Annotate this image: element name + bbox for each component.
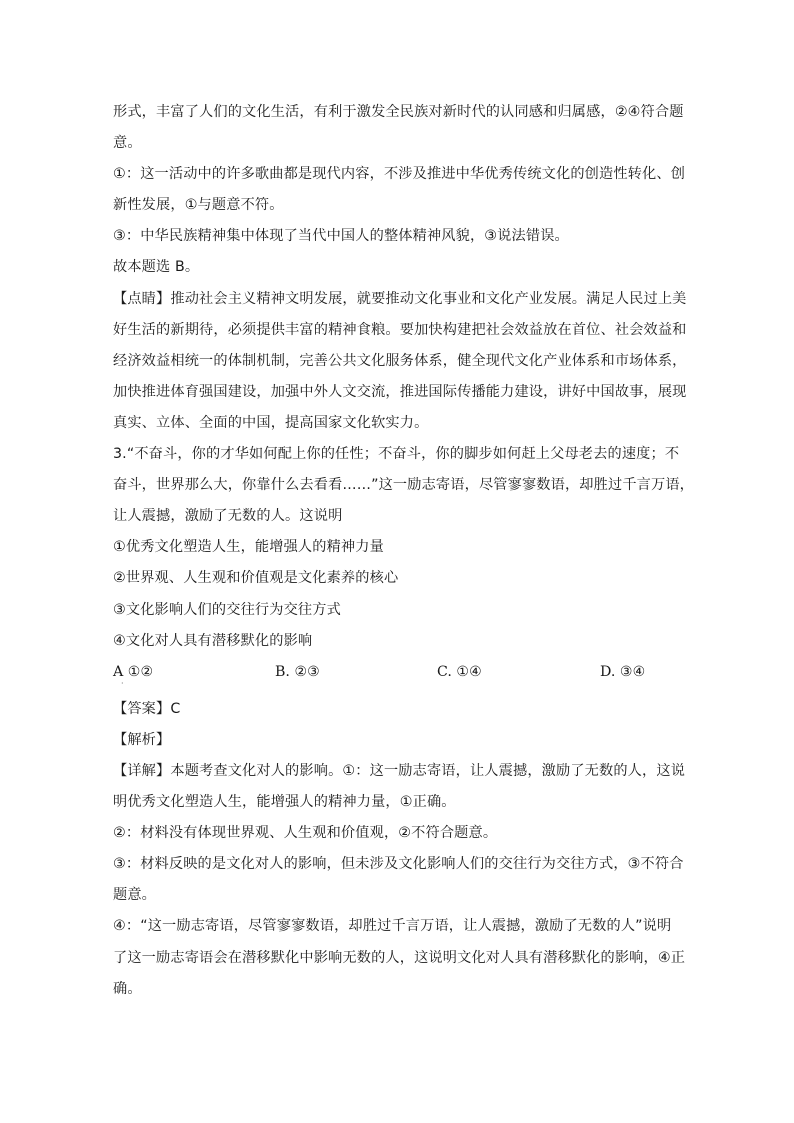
text-line: 真实、立体、全面的中国，提高国家文化软实力。 xyxy=(113,414,429,431)
question-stem-line: 让人震撼，激励了无数的人。这说明 xyxy=(113,508,343,525)
explanation-line: ③：材料反映的是文化对人的影响，但未涉及文化影响人们的交往行为交往方式，③不符合 xyxy=(113,856,684,873)
explanation-line: 明优秀文化塑造人生，能增强人的精神力量，①正确。 xyxy=(113,794,456,811)
explanation-line: 【详解】本题考查文化对人的影响。①：这一励志寄语，让人震撼，激励了无数的人，这说 xyxy=(113,762,686,779)
option-a: A ①② xyxy=(113,663,154,680)
option-dot-mark: · xyxy=(121,678,124,688)
statement-1: ①优秀文化塑造人生，能增强人的精神力量 xyxy=(113,539,384,556)
statement-4: ④文化对人具有潜移默化的影响 xyxy=(113,632,313,649)
question-stem-line: 奋斗，世界那么大，你靠什么去看看……”这一励志寄语，尽管寥寥数语，却胜过千言万语， xyxy=(113,477,695,494)
explanation-line: 了这一励志寄语会在潜移默化中影响无数的人，这说明文化对人具有潜移默化的影响，④正 xyxy=(113,949,686,966)
option-d: D. ③④ xyxy=(600,663,646,680)
document-body xyxy=(113,97,695,1005)
analysis-heading: 【解析】 xyxy=(113,731,171,748)
text-line: 形式，丰富了人们的文化生活，有利于激发全民族对新时代的认同感和归属感，②④符合题 xyxy=(113,104,684,120)
explanation-line: ②：材料没有体现世界观、人生观和价值观，②不符合题意。 xyxy=(113,825,498,842)
option-c: C. ①④ xyxy=(437,663,482,680)
explanation-line: 题意。 xyxy=(113,887,157,904)
text-line: 经济效益相统一的体制机制，完善公共文化服务体系，健全现代文化产业体系和市场体系， xyxy=(113,352,687,369)
text-line: 加快推进体育强国建设，加强中外人文交流，推进国际传播能力建设，讲好中国故事，展现 xyxy=(113,383,687,400)
explanation-line: 确。 xyxy=(113,980,142,997)
text-line: 故本题选 B。 xyxy=(113,259,200,276)
text-line: 好生活的新期待，必须提供丰富的精神食粮。要加快构建把社会效益放在首位、社会效益和 xyxy=(113,321,687,338)
answer-line: 【答案】C xyxy=(113,700,181,717)
statement-3: ③文化影响人们的交往行为交往方式 xyxy=(113,601,341,618)
text-line: ③：中华民族精神集中体现了当代中国人的整体精神风貌，③说法错误。 xyxy=(113,228,569,245)
text-line: 新性发展，①与题意不符。 xyxy=(113,197,284,214)
text-line: 【点睛】推动社会主义精神文明发展，就要推动文化事业和文化产业发展。满足人民过上美 xyxy=(113,290,687,307)
text-line: 意。 xyxy=(113,135,142,152)
question-stem-line: 3.“不奋斗，你的才华如何配上你的任性；不奋斗，你的脚步如何赶上父母老去的速度；不 xyxy=(113,446,680,463)
explanation-line: ④：“这一励志寄语，尽管寥寥数语，却胜过千言万语，让人震撼，激励了无数的人”说明 xyxy=(113,918,672,935)
statement-2: ②世界观、人生观和价值观是文化素养的核心 xyxy=(113,570,399,587)
option-b: B. ②③ xyxy=(275,663,320,680)
text-line: ①：这一活动中的许多歌曲都是现代内容，不涉及推进中华优秀传统文化的创造性转化、创 xyxy=(113,166,686,183)
answer-options xyxy=(113,657,688,688)
